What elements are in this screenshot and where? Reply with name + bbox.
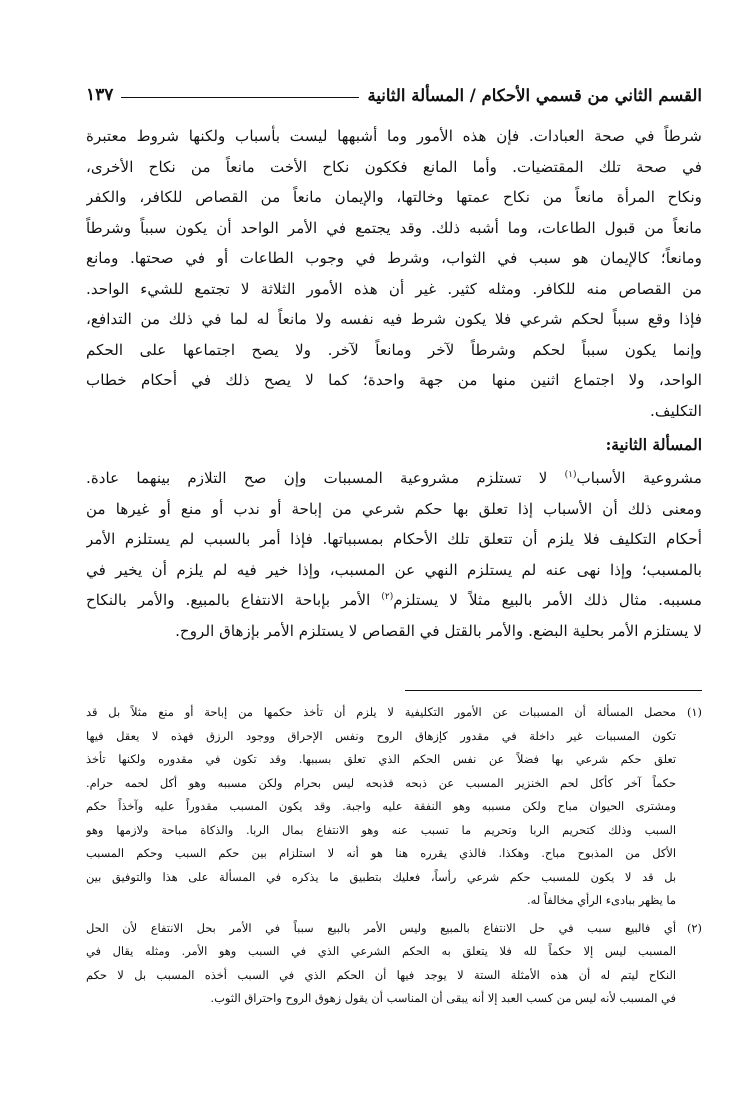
body-line: لا يستلزم الأمر بحلية البضع. والأمر بالقتل في القصاص لا يستلزم الأمر بإزهاق الروح. — [175, 621, 702, 640]
footnote-line: تكون المسببات غير داخلة في مقدور كإزهاق الروح ونفس الإحراق ووجود الرزق فهذه لا يعقل فيها — [86, 728, 676, 743]
footnote-line: المسبب ليس إلا حكماً لله فلا يتعلق به الحكم الشرعي الذي في السبب وهو الأمر. ومثله يقال في — [86, 944, 676, 958]
footnote-1 — [86, 701, 702, 913]
footnote-line: تعلق حكم شرعي بها فضلاً عن نفس الحكم الذي تعلق بسببها. وقد تكون في مقدوره ولكنها تأخذ — [86, 752, 676, 766]
footnote-number: (٢) — [686, 920, 702, 935]
body-text: مشروعية الأسباب — [576, 469, 702, 487]
body-line: التكليف. — [650, 401, 702, 420]
body-line: في صحة تلك المقتضيات. وأما المانع فككون نكاح الأخت مانعاً من نكاح الأخرى، — [86, 157, 702, 176]
section-heading: المسألة الثانية: — [605, 435, 702, 454]
header-title: القسم الثاني من قسمي الأحكام / المسألة الثانية — [367, 85, 702, 105]
footnote-line: ومشترى الحيوان مباح ولكن مسببه وهو النفقة عليه واجبة. وقد يكون المسبب مقدوراً عليه وآخذاً حكم — [86, 799, 676, 813]
body-text: مسببه. مثال ذلك الأمر بالبيع مثلاً لا يستلزم — [393, 591, 702, 609]
body-line: وإنما يكون سبباً لحكم وشرطاً لآخر ومانعاً لآخر. ولا يصح اجتماعها على الحكم — [86, 340, 702, 359]
body-line: ومانعاً؛ كالإيمان هو سبب في الثواب، وشرط في وجوب الطاعات أو في صحتها. ومانع — [86, 249, 702, 267]
body-line: الواحد، ولا اجتماع اثنين منها من جهة واحدة؛ كما لا يصح ذلك في أحكام خطاب — [86, 371, 702, 389]
body-line: بالمسبب؛ وإذا نهى عنه لم يستلزم النهي عن المسبب، وإذا خير فيه لم يلزم أن يخير في — [86, 560, 702, 579]
footnote-separator — [405, 690, 702, 691]
footnote-body — [86, 701, 676, 913]
body-line: مانعاً من قبول الطاعات، وما أشبه ذلك. وقد يجتمع في الأمر الواحد أن يكون سبباً وشرطاً — [86, 218, 702, 237]
body-line: من القصاص منه للكافر. ومثله كثير. غير أن هذه الأمور الثلاثة لا تجتمع للشيء الواحد. — [86, 279, 702, 298]
body-text: لا تستلزم مشروعية المسببات وإن صح التلازم بينهما عادة. — [86, 469, 565, 487]
footnotes — [86, 701, 702, 1015]
footnote-2 — [86, 917, 702, 1011]
footnote-line: الأكل من المذبوح مباح. وهكذا. فالذي يقرره هنا هو أنه لا استلزام بين حكم السبب وحكم المسبب — [86, 846, 676, 860]
footnote-ref-1[interactable]: (١) — [564, 469, 577, 480]
footnote-line: بل قد لا يكون للمسبب حكم شرعي رأساً، فعليك بتطبيق ما يذكره في المسألة على هذا والتوفيق بين — [86, 869, 676, 884]
footnote-line: محصل المسألة أن المسببات عن الأمور التكليفية لا يلزم أن تأخذ حكمها من إباحة أو منع مثلاً بل قد — [86, 705, 676, 719]
body-text: الأمر بإباحة الانتفاع بالمبيع. والأمر بالنكاح — [86, 591, 382, 609]
footnote-line: السبب وذلك كتحريم الربا وتحريم ما تسبب عنه وهو الانتفاع بمال الربا. والذكاة مباحة ولازمها وهو — [86, 822, 676, 837]
footnote-ref-2[interactable]: (٢) — [381, 591, 394, 602]
footnote-line: في المسبب لأنه ليس من كسب العبد إلا أنه يبقى أن المناسب أن يقول زهوق الروح واحتراق الثوب. — [210, 991, 676, 1005]
footnote-body — [86, 917, 676, 1011]
body-line-with-footnote-ref — [86, 585, 702, 616]
header-rule — [121, 97, 359, 98]
footnote-number: (١) — [686, 705, 702, 719]
body-line-with-footnote-ref — [86, 463, 702, 494]
body-line: أحكام التكليف فلا يلزم أن تتعلق تلك الأحكام بمسبباتها. فإذا أمر بالسبب لم يستلزم الأمر — [86, 530, 702, 548]
page-number: ١٣٧ — [86, 85, 114, 105]
body-line: ومعنى ذلك أن الأسباب إذا تعلق بها حكم شرعي من إباحة أو ندب أو منع أو غيرها من — [86, 499, 702, 518]
main-text — [86, 121, 702, 646]
body-line: ونكاح المرأة مانعاً من نكاح عمتها وخالتها، والإيمان مانعاً من القصاص للكافر، والكفر — [86, 188, 702, 206]
footnote-line: النكاح ليتم له أن هذه الأمثلة الستة لا يوجد فيها أن الحكم الذي في السبب أخذه المسبب بل لا حكم — [86, 967, 676, 982]
footnote-line: ما يظهر ببادىء الرأي مخالفاً له. — [527, 893, 676, 907]
running-header — [86, 78, 702, 112]
footnote-line: أي فالبيع سبب في حل الانتفاع بالمبيع وليس الأمر بالبيع سبباً في الأمر بحل الانتفاع لأن الحل — [86, 920, 676, 935]
footnote-line: حكماً آخر كأكل لحم الخنزير المسبب عن ذبحه فذبحه ليس بحرام ولكن مسببه وهو أكل لحمه حرام. — [86, 775, 676, 790]
body-line: شرطاً في صحة العبادات. فإن هذه الأمور وما أشبهها ليست بأسباب ولكنها شروط معتبرة — [86, 127, 702, 145]
body-line: فإذا وقع سبباً لحكم شرعي فلا يكون شرط فيه نفسه ولا مانعاً له لما في ذلك من التدافع، — [86, 310, 702, 328]
